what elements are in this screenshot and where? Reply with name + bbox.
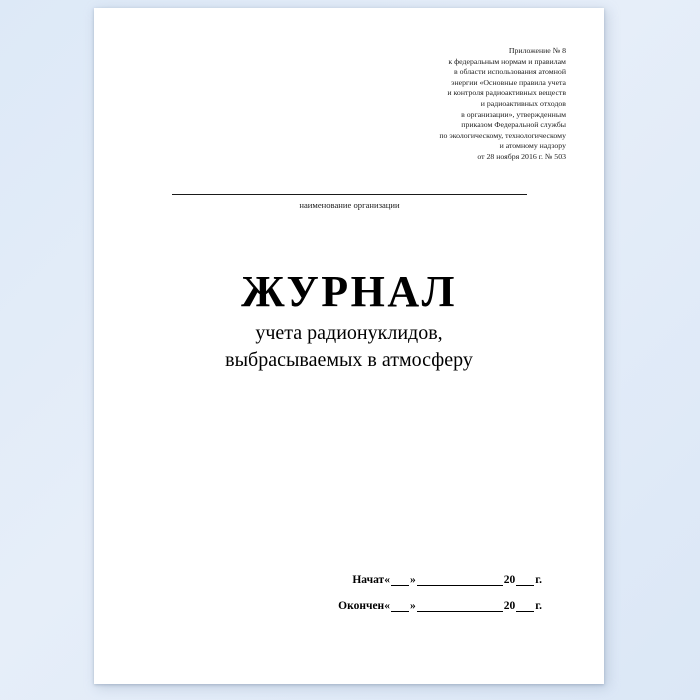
- finished-year-blank: [516, 600, 534, 612]
- page-title: ЖУРНАЛ: [241, 267, 457, 316]
- started-year-blank: [516, 574, 534, 586]
- page-subtitle-line-1: учета радионуклидов,: [255, 322, 443, 344]
- appendix-line-9: по экологическому, технологическому: [439, 130, 566, 140]
- page-subtitle-line-2: выбрасываемых в атмосферу: [225, 349, 473, 371]
- appendix-line-1: Приложение № 8: [508, 46, 566, 55]
- appendix-line-11: от 28 ноября 2016 г. № 503: [477, 151, 566, 161]
- appendix-line-3: в области использования атомной: [453, 67, 566, 77]
- finished-quote-close: »: [409, 600, 416, 612]
- appendix-line-7: в организации», утвержденным: [461, 109, 566, 119]
- document-page: [94, 8, 604, 684]
- started-quote-open: «: [384, 574, 390, 586]
- started-year-prefix: 20: [503, 574, 516, 586]
- page-subtitle: [134, 320, 564, 374]
- appendix-line-4: энергии «Основные правила учета: [451, 77, 566, 87]
- started-day-blank: [391, 574, 409, 586]
- started-month-blank: [417, 574, 503, 586]
- started-quote-close: »: [409, 574, 416, 586]
- finished-month-blank: [417, 600, 503, 612]
- started-field-row: [94, 574, 604, 586]
- finished-year-prefix: 20: [503, 600, 516, 612]
- organization-name-rule: [172, 194, 527, 195]
- finished-label: Окончен: [338, 600, 385, 612]
- finished-year-suffix: г.: [535, 600, 542, 612]
- finished-quote-open: «: [384, 600, 390, 612]
- appendix-line-10: и атомному надзору: [499, 141, 566, 151]
- finished-field-row: [94, 600, 604, 612]
- appendix-line-5: и контроля радиоактивных веществ: [447, 88, 566, 98]
- organization-name-caption: наименование организации: [299, 200, 400, 210]
- appendix-line-6: и радиоактивных отходов: [480, 98, 566, 108]
- footer-fields: [94, 574, 604, 626]
- started-year-suffix: г.: [535, 574, 542, 586]
- started-label: Начат: [352, 574, 385, 586]
- appendix-line-8: приказом Федеральной службы: [461, 120, 566, 130]
- appendix-reference-block: [276, 46, 566, 163]
- finished-day-blank: [391, 600, 409, 612]
- appendix-line-2: к федеральным нормам и правилам: [448, 56, 566, 66]
